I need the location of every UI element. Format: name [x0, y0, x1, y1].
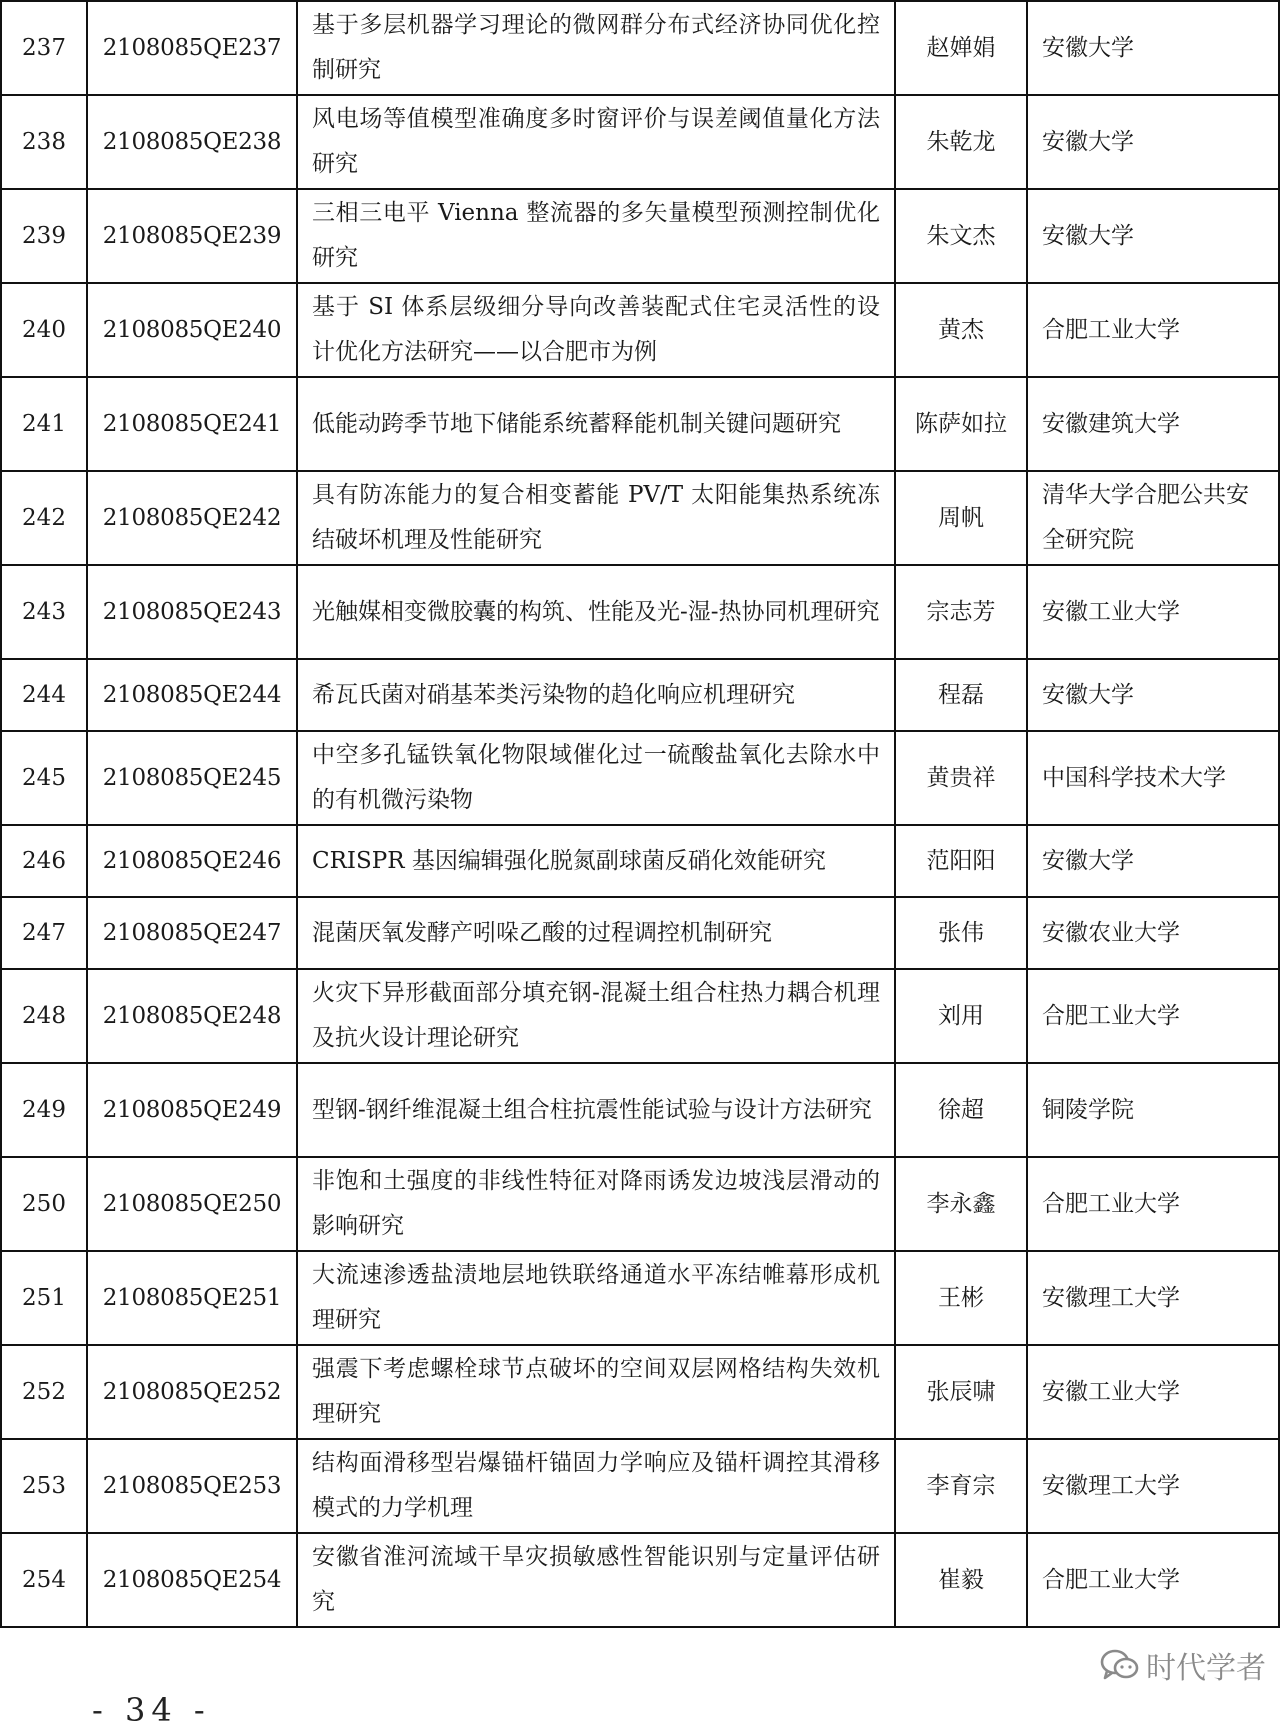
project-table-body [1, 1, 1279, 1627]
project-title: 结构面滑移型岩爆锚杆锚固力学响应及锚杆调控其滑移模式的力学机理 [297, 1439, 895, 1533]
researcher-name: 刘用 [895, 969, 1027, 1063]
project-title: 安徽省淮河流域干旱灾损敏感性智能识别与定量评估研究 [297, 1533, 895, 1627]
row-number: 239 [1, 189, 87, 283]
page-number: - 34 - [92, 1691, 211, 1729]
table-row [1, 1, 1279, 95]
project-code: 2108085QE244 [87, 659, 297, 731]
row-number: 244 [1, 659, 87, 731]
institution: 安徽农业大学 [1027, 897, 1279, 969]
project-code: 2108085QE237 [87, 1, 297, 95]
project-title: 具有防冻能力的复合相变蓄能 PV/T 太阳能集热系统冻结破坏机理及性能研究 [297, 471, 895, 565]
institution: 安徽建筑大学 [1027, 377, 1279, 471]
project-title: 火灾下异形截面部分填充钢-混凝土组合柱热力耦合机理及抗火设计理论研究 [297, 969, 895, 1063]
institution: 合肥工业大学 [1027, 1533, 1279, 1627]
institution: 安徽工业大学 [1027, 1345, 1279, 1439]
row-number: 248 [1, 969, 87, 1063]
row-number: 242 [1, 471, 87, 565]
project-title: 基于 SI 体系层级细分导向改善装配式住宅灵活性的设计优化方法研究——以合肥市为例 [297, 283, 895, 377]
project-title: CRISPR 基因编辑强化脱氮副球菌反硝化效能研究 [297, 825, 895, 897]
table-row [1, 189, 1279, 283]
institution: 安徽理工大学 [1027, 1251, 1279, 1345]
project-code: 2108085QE241 [87, 377, 297, 471]
institution: 安徽大学 [1027, 95, 1279, 189]
watermark [1100, 1643, 1266, 1687]
table-row [1, 377, 1279, 471]
row-number: 240 [1, 283, 87, 377]
table-row [1, 283, 1279, 377]
table-row [1, 897, 1279, 969]
row-number: 251 [1, 1251, 87, 1345]
researcher-name: 赵婵娟 [895, 1, 1027, 95]
table-row [1, 825, 1279, 897]
project-title: 中空多孔锰铁氧化物限域催化过一硫酸盐氧化去除水中的有机微污染物 [297, 731, 895, 825]
researcher-name: 黄贵祥 [895, 731, 1027, 825]
institution: 安徽工业大学 [1027, 565, 1279, 659]
row-number: 238 [1, 95, 87, 189]
institution: 铜陵学院 [1027, 1063, 1279, 1157]
researcher-name: 张伟 [895, 897, 1027, 969]
row-number: 243 [1, 565, 87, 659]
project-title: 基于多层机器学习理论的微网群分布式经济协同优化控制研究 [297, 1, 895, 95]
project-code: 2108085QE248 [87, 969, 297, 1063]
row-number: 252 [1, 1345, 87, 1439]
row-number: 237 [1, 1, 87, 95]
project-title: 风电场等值模型准确度多时窗评价与误差阈值量化方法研究 [297, 95, 895, 189]
project-code: 2108085QE245 [87, 731, 297, 825]
table-row [1, 471, 1279, 565]
row-number: 249 [1, 1063, 87, 1157]
researcher-name: 朱乾龙 [895, 95, 1027, 189]
researcher-name: 崔毅 [895, 1533, 1027, 1627]
project-code: 2108085QE242 [87, 471, 297, 565]
researcher-name: 范阳阳 [895, 825, 1027, 897]
institution: 合肥工业大学 [1027, 969, 1279, 1063]
institution: 安徽大学 [1027, 189, 1279, 283]
table-row [1, 1439, 1279, 1533]
row-number: 245 [1, 731, 87, 825]
table-row [1, 565, 1279, 659]
project-code: 2108085QE249 [87, 1063, 297, 1157]
project-code: 2108085QE253 [87, 1439, 297, 1533]
row-number: 246 [1, 825, 87, 897]
project-title: 型钢-钢纤维混凝土组合柱抗震性能试验与设计方法研究 [297, 1063, 895, 1157]
table-row [1, 731, 1279, 825]
project-title: 大流速渗透盐渍地层地铁联络通道水平冻结帷幕形成机理研究 [297, 1251, 895, 1345]
institution: 中国科学技术大学 [1027, 731, 1279, 825]
project-code: 2108085QE254 [87, 1533, 297, 1627]
project-code: 2108085QE246 [87, 825, 297, 897]
researcher-name: 黄杰 [895, 283, 1027, 377]
institution: 安徽大学 [1027, 825, 1279, 897]
row-number: 241 [1, 377, 87, 471]
wechat-icon [1100, 1648, 1140, 1682]
researcher-name: 陈萨如拉 [895, 377, 1027, 471]
project-title: 低能动跨季节地下储能系统蓄释能机制关键问题研究 [297, 377, 895, 471]
project-title: 非饱和土强度的非线性特征对降雨诱发边坡浅层滑动的影响研究 [297, 1157, 895, 1251]
researcher-name: 宗志芳 [895, 565, 1027, 659]
institution: 合肥工业大学 [1027, 283, 1279, 377]
row-number: 247 [1, 897, 87, 969]
project-title: 三相三电平 Vienna 整流器的多矢量模型预测控制优化研究 [297, 189, 895, 283]
researcher-name: 周帆 [895, 471, 1027, 565]
project-code: 2108085QE243 [87, 565, 297, 659]
project-code: 2108085QE251 [87, 1251, 297, 1345]
researcher-name: 王彬 [895, 1251, 1027, 1345]
researcher-name: 李永鑫 [895, 1157, 1027, 1251]
project-title: 希瓦氏菌对硝基苯类污染物的趋化响应机理研究 [297, 659, 895, 731]
institution: 安徽大学 [1027, 1, 1279, 95]
institution: 安徽大学 [1027, 659, 1279, 731]
project-code: 2108085QE250 [87, 1157, 297, 1251]
table-row [1, 1533, 1279, 1627]
table-row [1, 95, 1279, 189]
project-code: 2108085QE240 [87, 283, 297, 377]
researcher-name: 徐超 [895, 1063, 1027, 1157]
table-row [1, 659, 1279, 731]
project-code: 2108085QE252 [87, 1345, 297, 1439]
researcher-name: 张辰啸 [895, 1345, 1027, 1439]
researcher-name: 程磊 [895, 659, 1027, 731]
researcher-name: 朱文杰 [895, 189, 1027, 283]
project-code: 2108085QE239 [87, 189, 297, 283]
table-row [1, 1345, 1279, 1439]
researcher-name: 李育宗 [895, 1439, 1027, 1533]
institution: 清华大学合肥公共安全研究院 [1027, 471, 1279, 565]
project-title: 混菌厌氧发酵产吲哚乙酸的过程调控机制研究 [297, 897, 895, 969]
project-title: 强震下考虑螺栓球节点破坏的空间双层网格结构失效机理研究 [297, 1345, 895, 1439]
table-row [1, 1157, 1279, 1251]
watermark-text: 时代学者 [1146, 1651, 1266, 1686]
row-number: 254 [1, 1533, 87, 1627]
project-title: 光触媒相变微胶囊的构筑、性能及光-湿-热协同机理研究 [297, 565, 895, 659]
table-row [1, 969, 1279, 1063]
row-number: 253 [1, 1439, 87, 1533]
institution: 合肥工业大学 [1027, 1157, 1279, 1251]
project-code: 2108085QE247 [87, 897, 297, 969]
project-code: 2108085QE238 [87, 95, 297, 189]
table-row [1, 1063, 1279, 1157]
table-row [1, 1251, 1279, 1345]
institution: 安徽理工大学 [1027, 1439, 1279, 1533]
row-number: 250 [1, 1157, 87, 1251]
